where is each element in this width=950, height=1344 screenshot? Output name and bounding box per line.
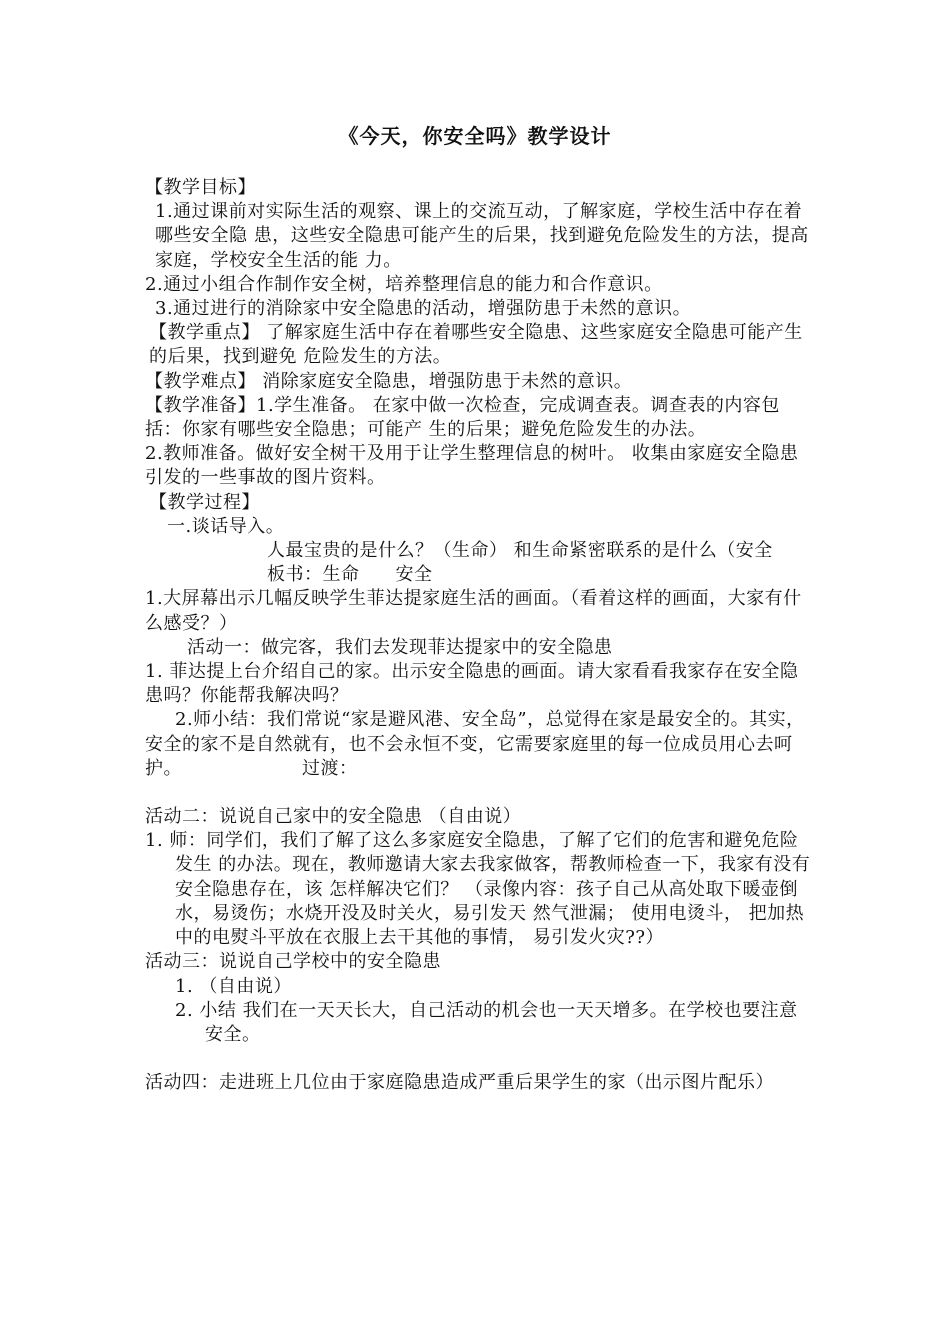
activity-3-item-1: 1. （自由说） [175, 975, 292, 997]
goal-2: 2.通过小组合作制作安全树，培养整理信息的能力和合作意识。 [145, 273, 663, 295]
key-points-heading: 【教学重点】 [149, 322, 260, 344]
prep-teacher: 2.教师准备。做好安全树干及用于让学生整理信息的树叶。 收集由家庭安全隐患引发的一些事故的图片资料。 [145, 443, 799, 489]
activity-4-heading: 活动四：走进班上几位由于家庭隐患造成严重后果学生的家（出示图片配乐） [145, 1072, 774, 1094]
summary-text: 2.师小结：我们常说“家是避风港、安全岛”，总觉得在家是最安全的。其实，安全的家不是自然就有，也不会永恒不变，它需要家庭里的每一位成员用心去呵护。 [145, 709, 805, 779]
prep-paragraph [145, 394, 815, 442]
goal-1: 1.通过课前对实际生活的观察、课上的交流互动，了解家庭，学校生活中存在着哪些安全隐 患，这些安全隐患可能产生的后果，找到避免危险发生的方法，提高家庭，学校安全生活的能 力。 [155, 201, 809, 271]
activity-3-item-2: 2. 小结 我们在一天天长大，自己活动的机会也一天天增多。在学校也要注意安全。 [175, 999, 798, 1045]
process-heading: 【教学过程】 [149, 491, 260, 513]
board-value: 安全 [395, 564, 433, 586]
difficulty-heading: 【教学难点】 [145, 370, 256, 392]
key-points-paragraph [145, 321, 815, 369]
step-1: 一.谈话导入。 [167, 515, 285, 537]
activity-2-heading: 活动二：说说自己家中的安全隐患 （自由说） [145, 806, 522, 828]
activity-1-item-2 [145, 708, 815, 781]
key-points-text: 了解家庭生活中存在着哪些安全隐患、这些家庭安全隐患可能产生的后果，找到避免 危险发生的方法。 [149, 322, 803, 368]
board-label: 板书：生命 [267, 564, 360, 586]
prep-heading: 【教学准备】 [145, 394, 256, 416]
difficulty-paragraph [145, 370, 815, 394]
activity-2-item-1: 1. 师：同学们，我们了解了这么多家庭安全隐患，了解了它们的危害和避免危险发生 的办法。现在，教师邀请大家去我家做客，帮教师检查一下，我家有没有安全隐患存在，该 怎样解决它们？ （录像内容：孩子自己从高处取下暖壶倒水，易烫伤；水烧开没及时关火，易引发天 然气泄漏； 使用电烫斗， 把加热中的电熨斗平放在衣服上去干其他的事情， 易引发火灾??） [145, 830, 811, 949]
activity-1-heading: 活动一：做完客，我们去发现菲达提家中的安全隐患 [187, 636, 613, 658]
activity-1-item-1: 1. 菲达提上台介绍自己的家。出示安全隐患的画面。请大家看看我家存在安全隐患吗？你能帮我解决吗？ [145, 661, 799, 707]
intro-question: 人最宝贵的是什么？（生命） 和生命紧密联系的是什么（安全 [267, 540, 773, 562]
prep-student: 1.学生准备。 在家中做一次检查，完成调查表。调查表的内容包括：你家有哪些安全隐患；可能产 生的后果；避免危险发生的办法。 [145, 394, 780, 441]
transition-label: 过渡： [302, 757, 358, 779]
activity-3-heading: 活动三：说说自己学校中的安全隐患 [145, 951, 441, 973]
screen-item-1: 1.大屏幕出示几幅反映学生菲达提家庭生活的画面。（看着这样的画面，大家有什么感受？） [145, 588, 802, 634]
document-body [145, 176, 815, 1095]
board-writing [145, 563, 815, 587]
difficulty-text: 消除家庭安全隐患，增强防患于未然的意识。 [262, 370, 633, 392]
document-title: 《今天，你安全吗》教学设计 [338, 124, 612, 148]
goals-heading: 【教学目标】 [145, 177, 256, 198]
goal-3: 3.通过进行的消除家中安全隐患的活动，增强防患于未然的意识。 [155, 298, 692, 320]
